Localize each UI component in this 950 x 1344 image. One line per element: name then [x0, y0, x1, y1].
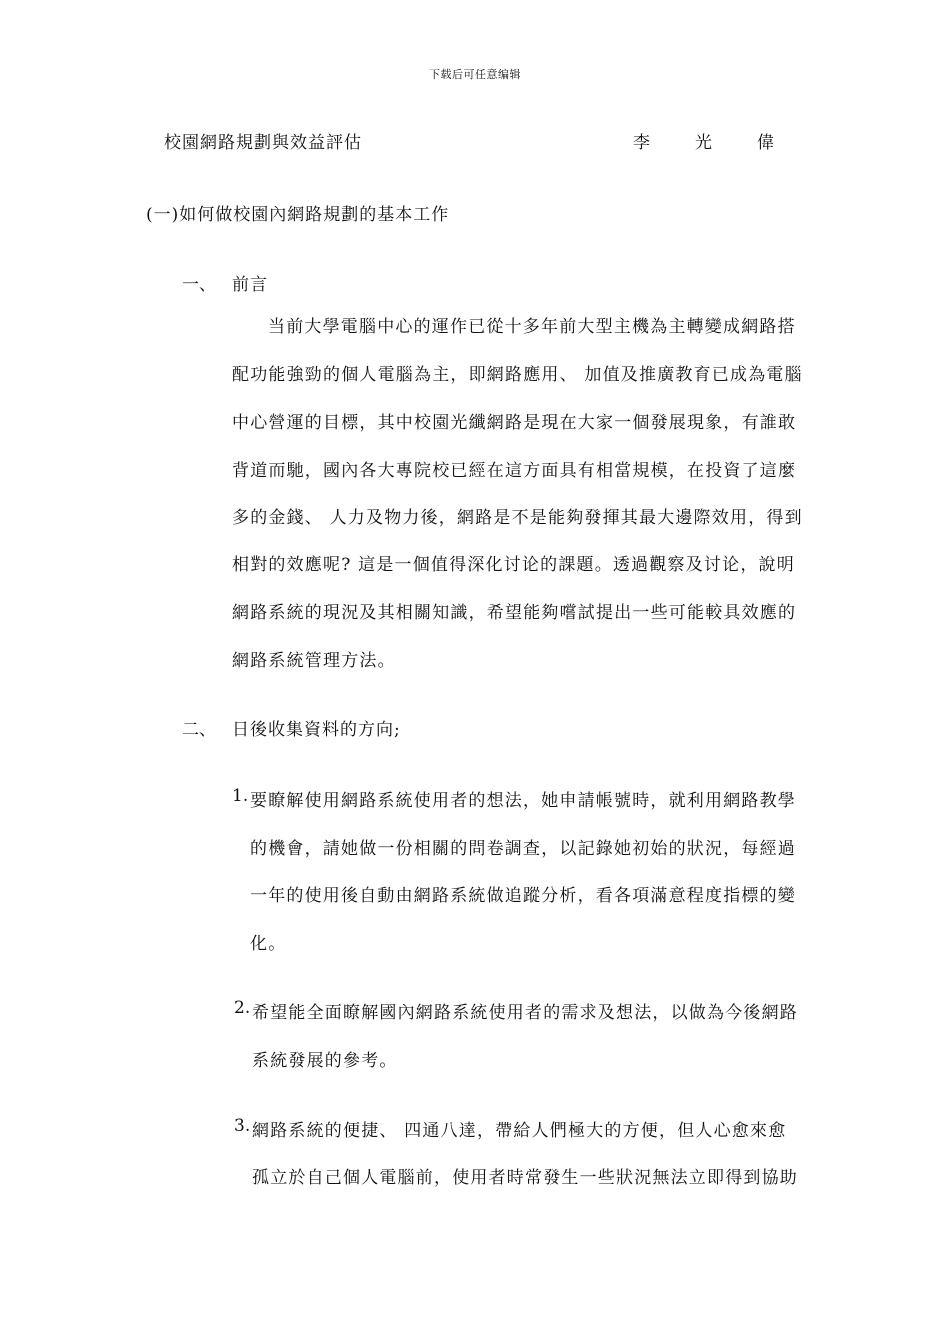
subsection-number: 二、	[182, 720, 216, 740]
list-item-line: 的機會，請她做一份相關的問卷調查，以記錄她初始的狀況，每經過	[250, 839, 796, 859]
list-item-line: 一年的使用後自動由網路系統做追蹤分析，看各項滿意程度指標的變	[250, 886, 796, 906]
list-item-line: 希望能全面瞭解國內網路系統使用者的需求及想法，以做為今後網路	[252, 1003, 798, 1023]
subsection-number: 一、	[182, 275, 216, 295]
paragraph-line: 網路系統的現況及其相關知識，希望能夠嚐試提出一些可能較具效應的	[232, 603, 797, 623]
subsection-title: 日後收集資料的方向;	[232, 720, 401, 740]
header-note: 下载后可任意编辑	[429, 68, 521, 81]
paragraph-line: 背道而馳，國內各大專院校已經在這方面具有相當規模，在投資了這麼	[232, 461, 797, 481]
paragraph-line: 配功能強勁的個人電腦為主，即網路應用、 加值及推廣教育已成為電腦	[232, 365, 803, 385]
paragraph-line: 当前大學電腦中心的運作已從十多年前大型主機為主轉變成網路搭	[268, 317, 796, 337]
list-item-number: 3.	[234, 1116, 251, 1136]
list-item-line: 化。	[250, 934, 287, 954]
paragraph-line: 網路系統管理方法。	[232, 651, 396, 671]
paragraph-line: 中心營運的目標，其中校園光纖網路是現在大家一個發展現象，有誰敢	[232, 413, 797, 433]
paragraph-line: 相對的效應呢? 這是一個值得深化讨论的課題。透過觀察及讨论，說明	[232, 555, 795, 575]
list-item-line: 系統發展的參考。	[252, 1051, 398, 1071]
paragraph-line: 多的金錢、 人力及物力後，網路是不是能夠發揮其最大邊際效用，得到	[232, 508, 803, 528]
list-item-line: 網路系統的便捷、 四通八達，帶給人們極大的方便，但人心愈來愈	[252, 1121, 787, 1141]
list-item-line: 要瞭解使用網路系統使用者的想法，她申請帳號時，就利用網路教學	[250, 791, 796, 811]
list-item-number: 2.	[234, 998, 251, 1018]
document-title: 校園網路規劃與效益評估	[164, 133, 362, 153]
list-item-number: 1.	[232, 786, 249, 806]
subsection-title: 前言	[232, 275, 268, 295]
document-author: 李 光 偉	[633, 133, 788, 153]
list-item-line: 孤立於自己個人電腦前，使用者時常發生一些狀況無法立即得到協助	[252, 1168, 798, 1188]
section-heading: (一)如何做校園內網路規劃的基本工作	[146, 205, 450, 225]
